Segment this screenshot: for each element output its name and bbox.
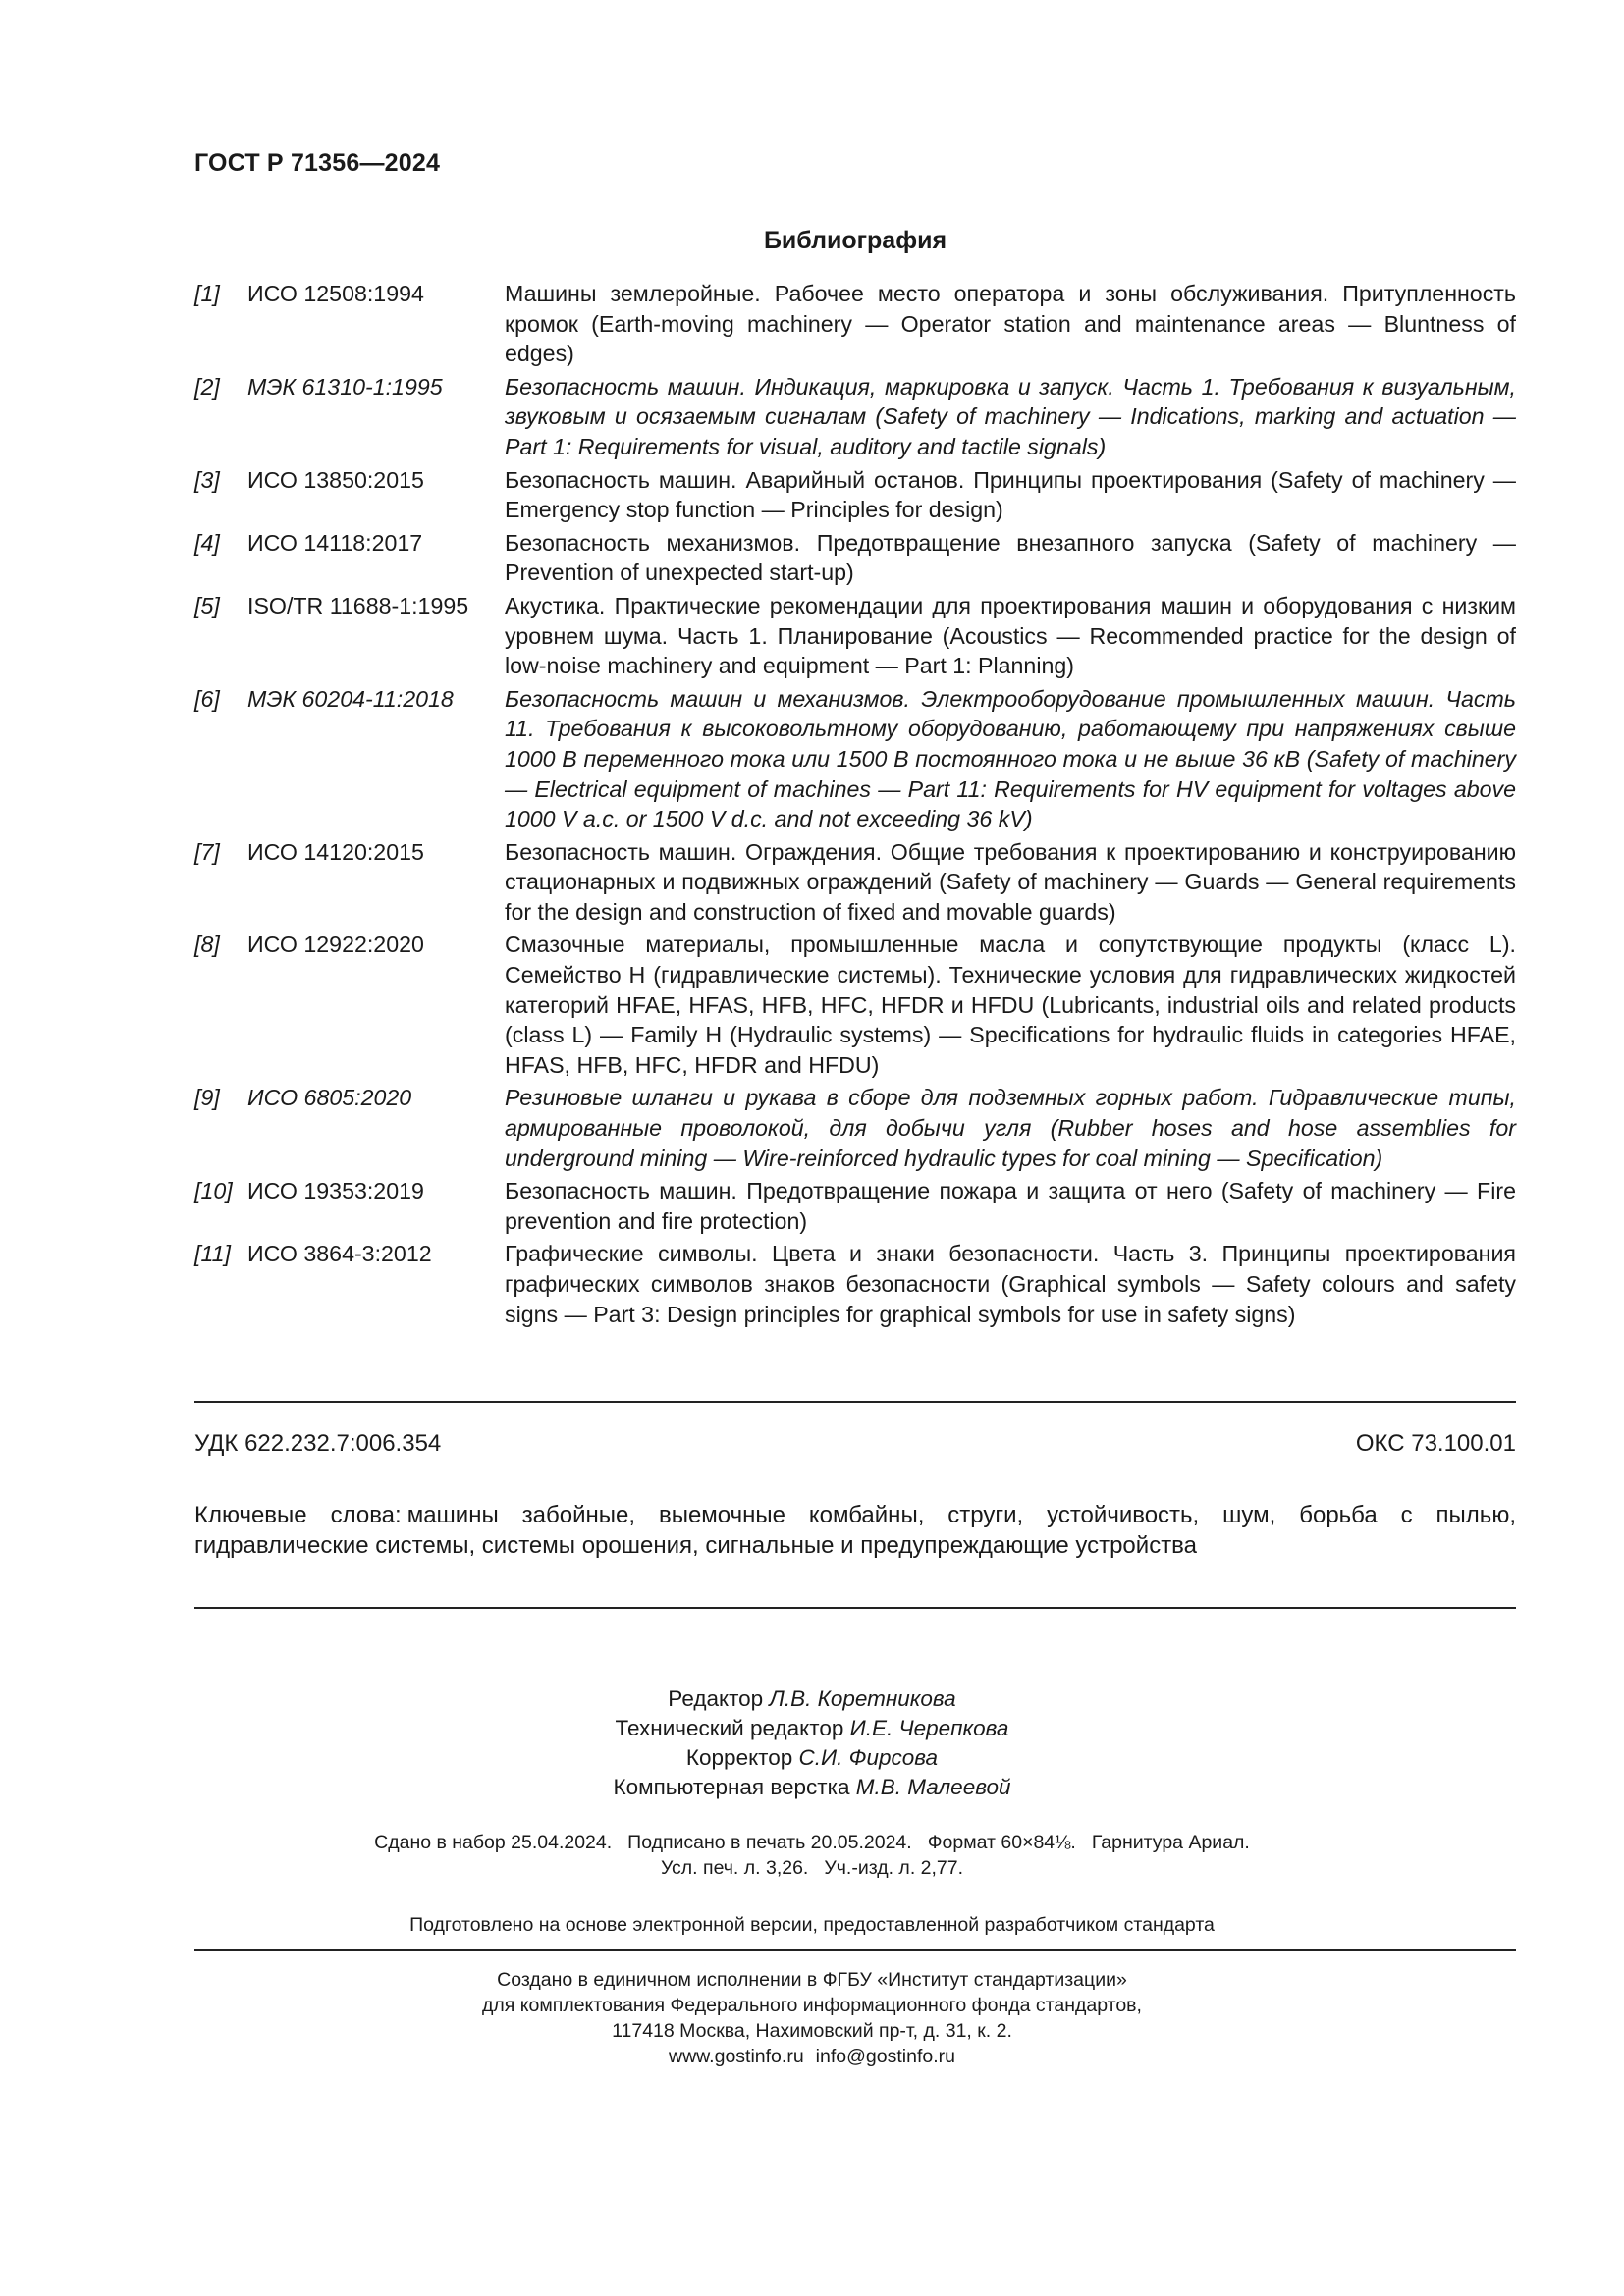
staff-name: И.Е. Черепкова (849, 1716, 1009, 1740)
entry-number: [5] (194, 592, 220, 618)
signed-date: Подписано в печать 20.05.2024. (627, 1832, 912, 1853)
staff-role: Технический редактор (615, 1716, 844, 1740)
submitted-date: Сдано в набор 25.04.2024. (374, 1832, 613, 1853)
udk-code: УДК 622.232.7:006.354 (194, 1430, 442, 1457)
entry-number: [1] (194, 281, 220, 306)
print-info-line (0, 1855, 1624, 1881)
staff-role: Редактор (668, 1686, 764, 1711)
entry-title: Резиновые шланги и рукава в сборе для подземных горных работ. Гидравлические типы, армированные проволокой, для добычи угля (Rubber hoses and hose assemblies for underground mining — Wire-reinforced hydraulic types for coal mining — Specification) (505, 1085, 1516, 1171)
staff-line (0, 1714, 1624, 1743)
bibliography-entry (194, 465, 1516, 525)
keywords-label: Ключевые слова: (194, 1502, 402, 1528)
entry-standard-code: ИСО 3864-3:2012 (247, 1241, 432, 1267)
typeface: Гарнитура Ариал. (1091, 1832, 1250, 1853)
entry-title: Машины землеройные. Рабочее место оператора и зоны обслуживания. Притупленность кромок (Earth-moving machinery — Operator station and maintenance areas — Bluntness of edges) (505, 281, 1516, 367)
entry-standard-code: ИСО 14120:2015 (247, 838, 424, 865)
divider-top (194, 1401, 1516, 1403)
document-code: ГОСТ Р 71356—2024 (194, 149, 441, 177)
bibliography-list (194, 279, 1516, 1332)
preparation-note: Подготовлено на основе электронной версии, предоставленной разработчиком стандарта (409, 1914, 1215, 1936)
bibliography-title: Библиография (763, 227, 947, 254)
entry-standard-code: ИСО 6805:2020 (247, 1085, 412, 1111)
bibliography-entry (194, 1083, 1516, 1173)
staff-name: С.И. Фирсова (798, 1745, 939, 1770)
bibliography-entry (194, 1176, 1516, 1236)
staff-role: Корректор (685, 1745, 793, 1770)
entry-standard-code: ИСО 14118:2017 (247, 529, 423, 556)
bibliography-entry (194, 372, 1516, 462)
publisher-contacts (0, 2044, 1624, 2069)
staff-role: Компьютерная верстка (613, 1775, 850, 1799)
staff-name: М.В. Малеевой (855, 1775, 1011, 1799)
entry-standard-code: ИСО 13850:2015 (247, 466, 424, 493)
publisher-email: info@gostinfo.ru (815, 2046, 955, 2067)
publisher-line: Создано в единичном исполнении в ФГБУ «Институт стандартизации» (497, 1969, 1127, 1991)
entry-number: [9] (194, 1085, 220, 1111)
publisher-block (0, 1967, 1624, 2069)
entry-title: Безопасность машин. Индикация, маркировка и запуск. Часть 1. Требования к визуальным, звуковым и осязаемым сигналам (Safety of machinery — Indications, marking and actuation — Part 1: Requirements for visual, auditory and tactile signals) (505, 373, 1516, 459)
divider-bottom (194, 1949, 1516, 1951)
editorial-staff (0, 1684, 1624, 1802)
entry-number: [8] (194, 932, 220, 958)
bibliography-entry (194, 684, 1516, 834)
oks-code: ОКС 73.100.01 (1355, 1430, 1516, 1457)
entry-title: Акустика. Практические рекомендации для проектирования машин и оборудования с низким уровнем шума. Часть 1. Планирование (Acoustics — Recommended practice for the design of low-noise machinery and equipment — Part 1: Planning) (505, 592, 1516, 679)
publisher-website: www.gostinfo.ru (669, 2046, 804, 2067)
bibliography-entry (194, 930, 1516, 1080)
entry-title: Графические символы. Цвета и знаки безопасности. Часть 3. Принципы проектирования графических символов знаков безопасности (Graphical symbols — Safety colours and safety signs — Part 3: Design principles for graphical symbols for use in safety signs) (505, 1241, 1516, 1327)
staff-line (0, 1773, 1624, 1802)
entry-number: [6] (194, 685, 220, 712)
entry-standard-code: МЭК 61310-1:1995 (247, 373, 443, 400)
staff-line (0, 1684, 1624, 1714)
bibliography-entry (194, 528, 1516, 588)
entry-standard-code: ИСО 12922:2020 (247, 932, 424, 958)
bibliography-entry (194, 837, 1516, 928)
classification-row (194, 1430, 1516, 1458)
entry-title: Безопасность машин и механизмов. Электрооборудование промышленных машин. Часть 11. Требования к высоковольтному оборудованию, работающему при напряжениях свыше 1000 В переменного тока или 1500 В постоянного тока и не выше 36 кВ (Safety of machinery — Electrical equipment of machines — Part 11: Requirements for HV equipment for voltages above 1000 V a.c. or 1500 V d.c. and not exceeding 36 kV) (505, 685, 1516, 832)
entry-title: Безопасность машин. Аварийный останов. Принципы проектирования (Safety of machinery — Emergency stop function — Principles for design) (505, 466, 1516, 523)
keywords-text: машины забойные, выемочные комбайны, струги, устойчивость, шум, борьба с пылью, гидравлические системы, системы орошения, сигнальные и предупреждающие устройства (194, 1502, 1516, 1559)
entry-title: Смазочные материалы, промышленные масла и сопутствующие продукты (класс L). Семейство H (гидравлические системы). Технические условия для гидравлических жидкостей категорий HFAE, HFAS, HFB, HFC, HFDR и HFDU (Lubricants, industrial oils and related products (class L) — Family H (Hydraulic systems) — Specifications for hydraulic fluids in categories HFAE, HFAS, HFB, HFC, HFDR and HFDU) (505, 932, 1516, 1078)
bibliography-entry (194, 1239, 1516, 1329)
entry-standard-code: ИСО 12508:1994 (247, 281, 424, 306)
entry-title: Безопасность машин. Ограждения. Общие требования к проектированию и конструированию стационарных и подвижных ограждений (Safety of machinery — Guards — General requirements for the design and construction of fixed and movable guards) (505, 838, 1516, 925)
publisher-line: для комплектования Федерального информационного фонда стандартов, (482, 1995, 1142, 2016)
bibliography-entry (194, 279, 1516, 369)
print-info (0, 1830, 1624, 1881)
entry-number: [4] (194, 529, 220, 556)
entry-title: Безопасность машин. Предотвращение пожара и защита от него (Safety of machinery — Fire prevention and fire protection) (505, 1178, 1516, 1234)
paper-format: Формат 60×84⅛. (927, 1832, 1076, 1853)
entry-title: Безопасность механизмов. Предотвращение внезапного запуска (Safety of machinery — Prevention of unexpected start-up) (505, 529, 1516, 586)
bibliography-entry (194, 591, 1516, 681)
entry-number: [3] (194, 466, 220, 493)
entry-number: [10] (194, 1178, 233, 1204)
divider-middle (194, 1607, 1516, 1609)
print-info-line (0, 1830, 1624, 1855)
keywords-block (194, 1500, 1516, 1561)
print-sheets: Усл. печ. л. 3,26. (660, 1857, 809, 1879)
staff-line (0, 1743, 1624, 1773)
entry-number: [11] (194, 1241, 231, 1267)
entry-standard-code: МЭК 60204-11:2018 (247, 685, 454, 712)
publisher-sheets: Уч.-изд. л. 2,77. (824, 1857, 964, 1879)
entry-number: [7] (194, 838, 220, 865)
staff-name: Л.В. Коретникова (769, 1686, 956, 1711)
entry-number: [2] (194, 373, 220, 400)
entry-standard-code: ISO/TR 11688-1:1995 (247, 592, 469, 618)
entry-standard-code: ИСО 19353:2019 (247, 1178, 424, 1204)
publisher-address: 117418 Москва, Нахимовский пр-т, д. 31, к. 2. (612, 2020, 1012, 2042)
